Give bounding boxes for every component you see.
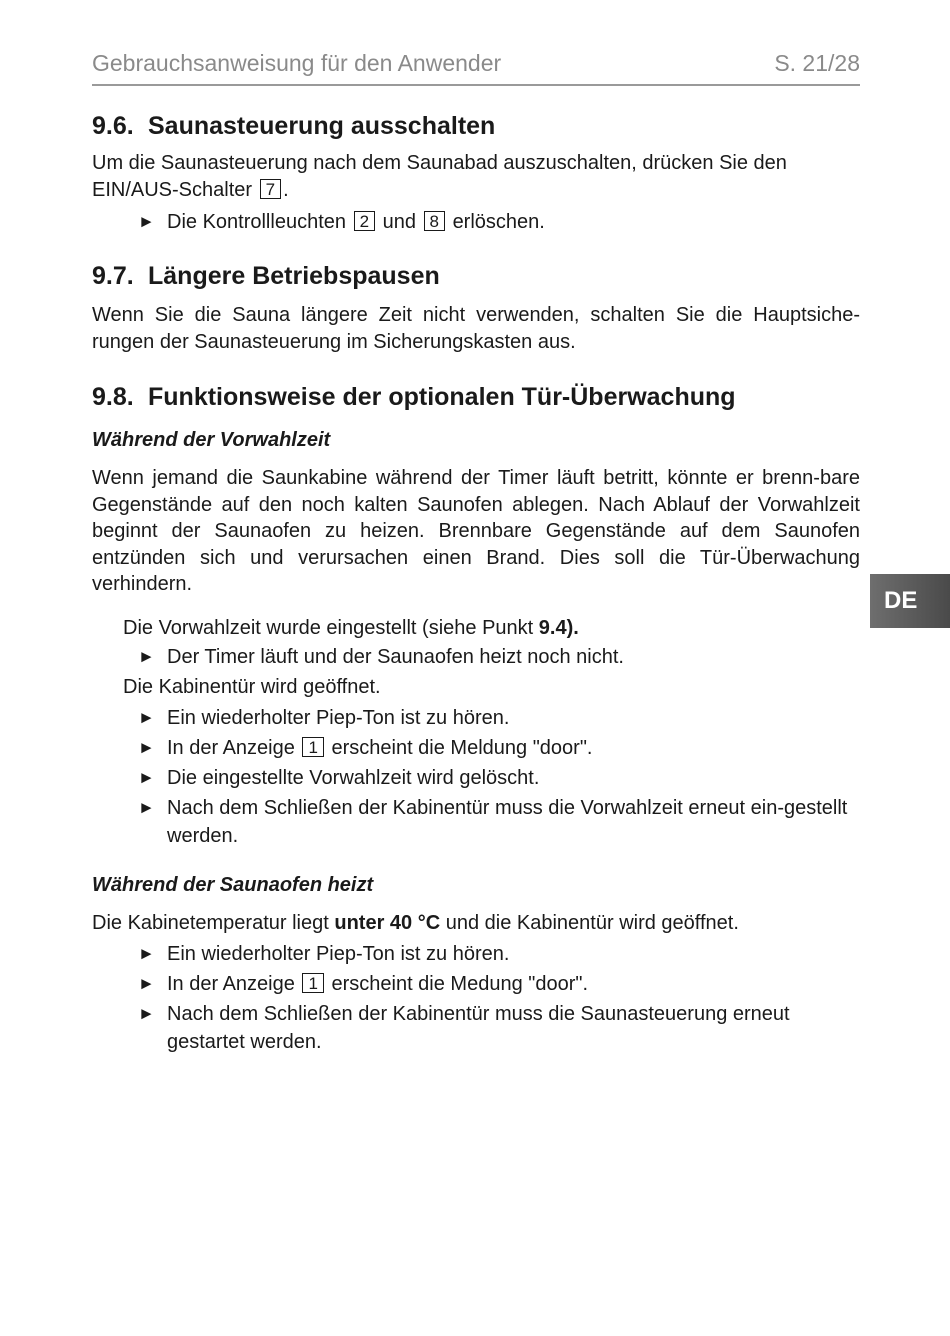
header-divider xyxy=(92,84,860,86)
triangle-right-icon: ► xyxy=(138,707,155,727)
bullet-item: ► Ein wiederholter Piep-Ton ist zu hören. xyxy=(92,704,860,732)
page-header xyxy=(92,50,860,80)
control-number-box: 8 xyxy=(424,211,445,231)
section-9-8-text: Wenn jemand die Saunkabine während der Timer läuft betritt, könnte er brenn-bare Gegenstände auf den noch kalten Saunofen ablegen. Nach Ablauf der Vorwahlzeit beginnt der Saunaofen zu heizen. Brennbare Gegenstände auf dem Saunofen entzünden sich und verursachen einen Brand. Dies soll die Tür-Überwachung verhindern. xyxy=(92,467,860,595)
bullet-item: ► In der Anzeige 1 erscheint die Medung "door". xyxy=(92,970,860,998)
bullet-item: ► Die eingestellte Vorwahlzeit wird gelöscht. xyxy=(92,764,860,792)
bullet-item: ► Nach dem Schließen der Kabinentür muss die Vorwahlzeit erneut ein-gestellt werden. xyxy=(92,794,860,850)
section-heading-9-8: 9.8. Funktionsweise der optionalen Tür-Überwachung xyxy=(92,383,736,411)
page-content xyxy=(92,108,860,1056)
triangle-right-icon: ► xyxy=(138,797,155,817)
triangle-right-icon: ► xyxy=(138,212,155,231)
condition-text: Die Kabinentür wird geöffnet. xyxy=(123,675,381,698)
control-number-box: 1 xyxy=(302,737,323,757)
section-9-6-text: Um die Saunasteuerung nach dem Saunabad auszuschalten, drücken Sie den EIN/AUS-Schalter 7 . xyxy=(92,152,787,201)
section-heading-9-7: 9.7. Längere Betriebspausen xyxy=(92,262,440,290)
triangle-right-icon: ► xyxy=(138,1004,155,1023)
subheading-vorwahlzeit: Während der Vorwahlzeit xyxy=(92,429,331,451)
bullet-item: ► Ein wiederholter Piep-Ton ist zu hören. xyxy=(92,940,860,968)
bullet-item: ► In der Anzeige 1 erscheint die Meldung "door". xyxy=(92,734,860,762)
condition-text: Die Kabinetemperatur liegt unter 40 °C und die Kabinentür wird geöffnet. xyxy=(92,911,739,934)
triangle-right-icon: ► xyxy=(138,737,155,757)
section-heading-9-6: 9.6. Saunasteuerung ausschalten xyxy=(92,112,496,140)
page-number: S. 21/28 xyxy=(774,50,860,76)
bullet-item: ► Die Kontrollleuchten 2 und 8 erlöschen. xyxy=(92,208,860,236)
triangle-right-icon: ► xyxy=(138,646,155,666)
triangle-right-icon: ► xyxy=(138,944,155,963)
section-9-7-text: Wenn Sie die Sauna längere Zeit nicht verwenden, schalten Sie die Hauptsiche-rungen der Saunasteuerung im Sicherungskasten aus. xyxy=(92,304,860,353)
control-number-box: 1 xyxy=(302,973,323,993)
bullet-item: ► Nach dem Schließen der Kabinentür muss die Saunasteuerung erneut gestartet werden. xyxy=(92,1000,860,1056)
control-number-box: 2 xyxy=(354,211,375,231)
condition-text: Die Vorwahlzeit wurde eingestellt (siehe Punkt 9.4). xyxy=(123,616,579,639)
language-tab: DE xyxy=(870,574,950,628)
bullet-item: ► Der Timer läuft und der Saunaofen heizt noch nicht. xyxy=(92,643,860,671)
control-number-box: 7 xyxy=(260,179,281,199)
subheading-saunaofen-heizt: Während der Saunaofen heizt xyxy=(92,873,374,896)
triangle-right-icon: ► xyxy=(138,974,155,993)
document-title: Gebrauchsanweisung für den Anwender xyxy=(92,50,502,76)
triangle-right-icon: ► xyxy=(138,767,155,787)
